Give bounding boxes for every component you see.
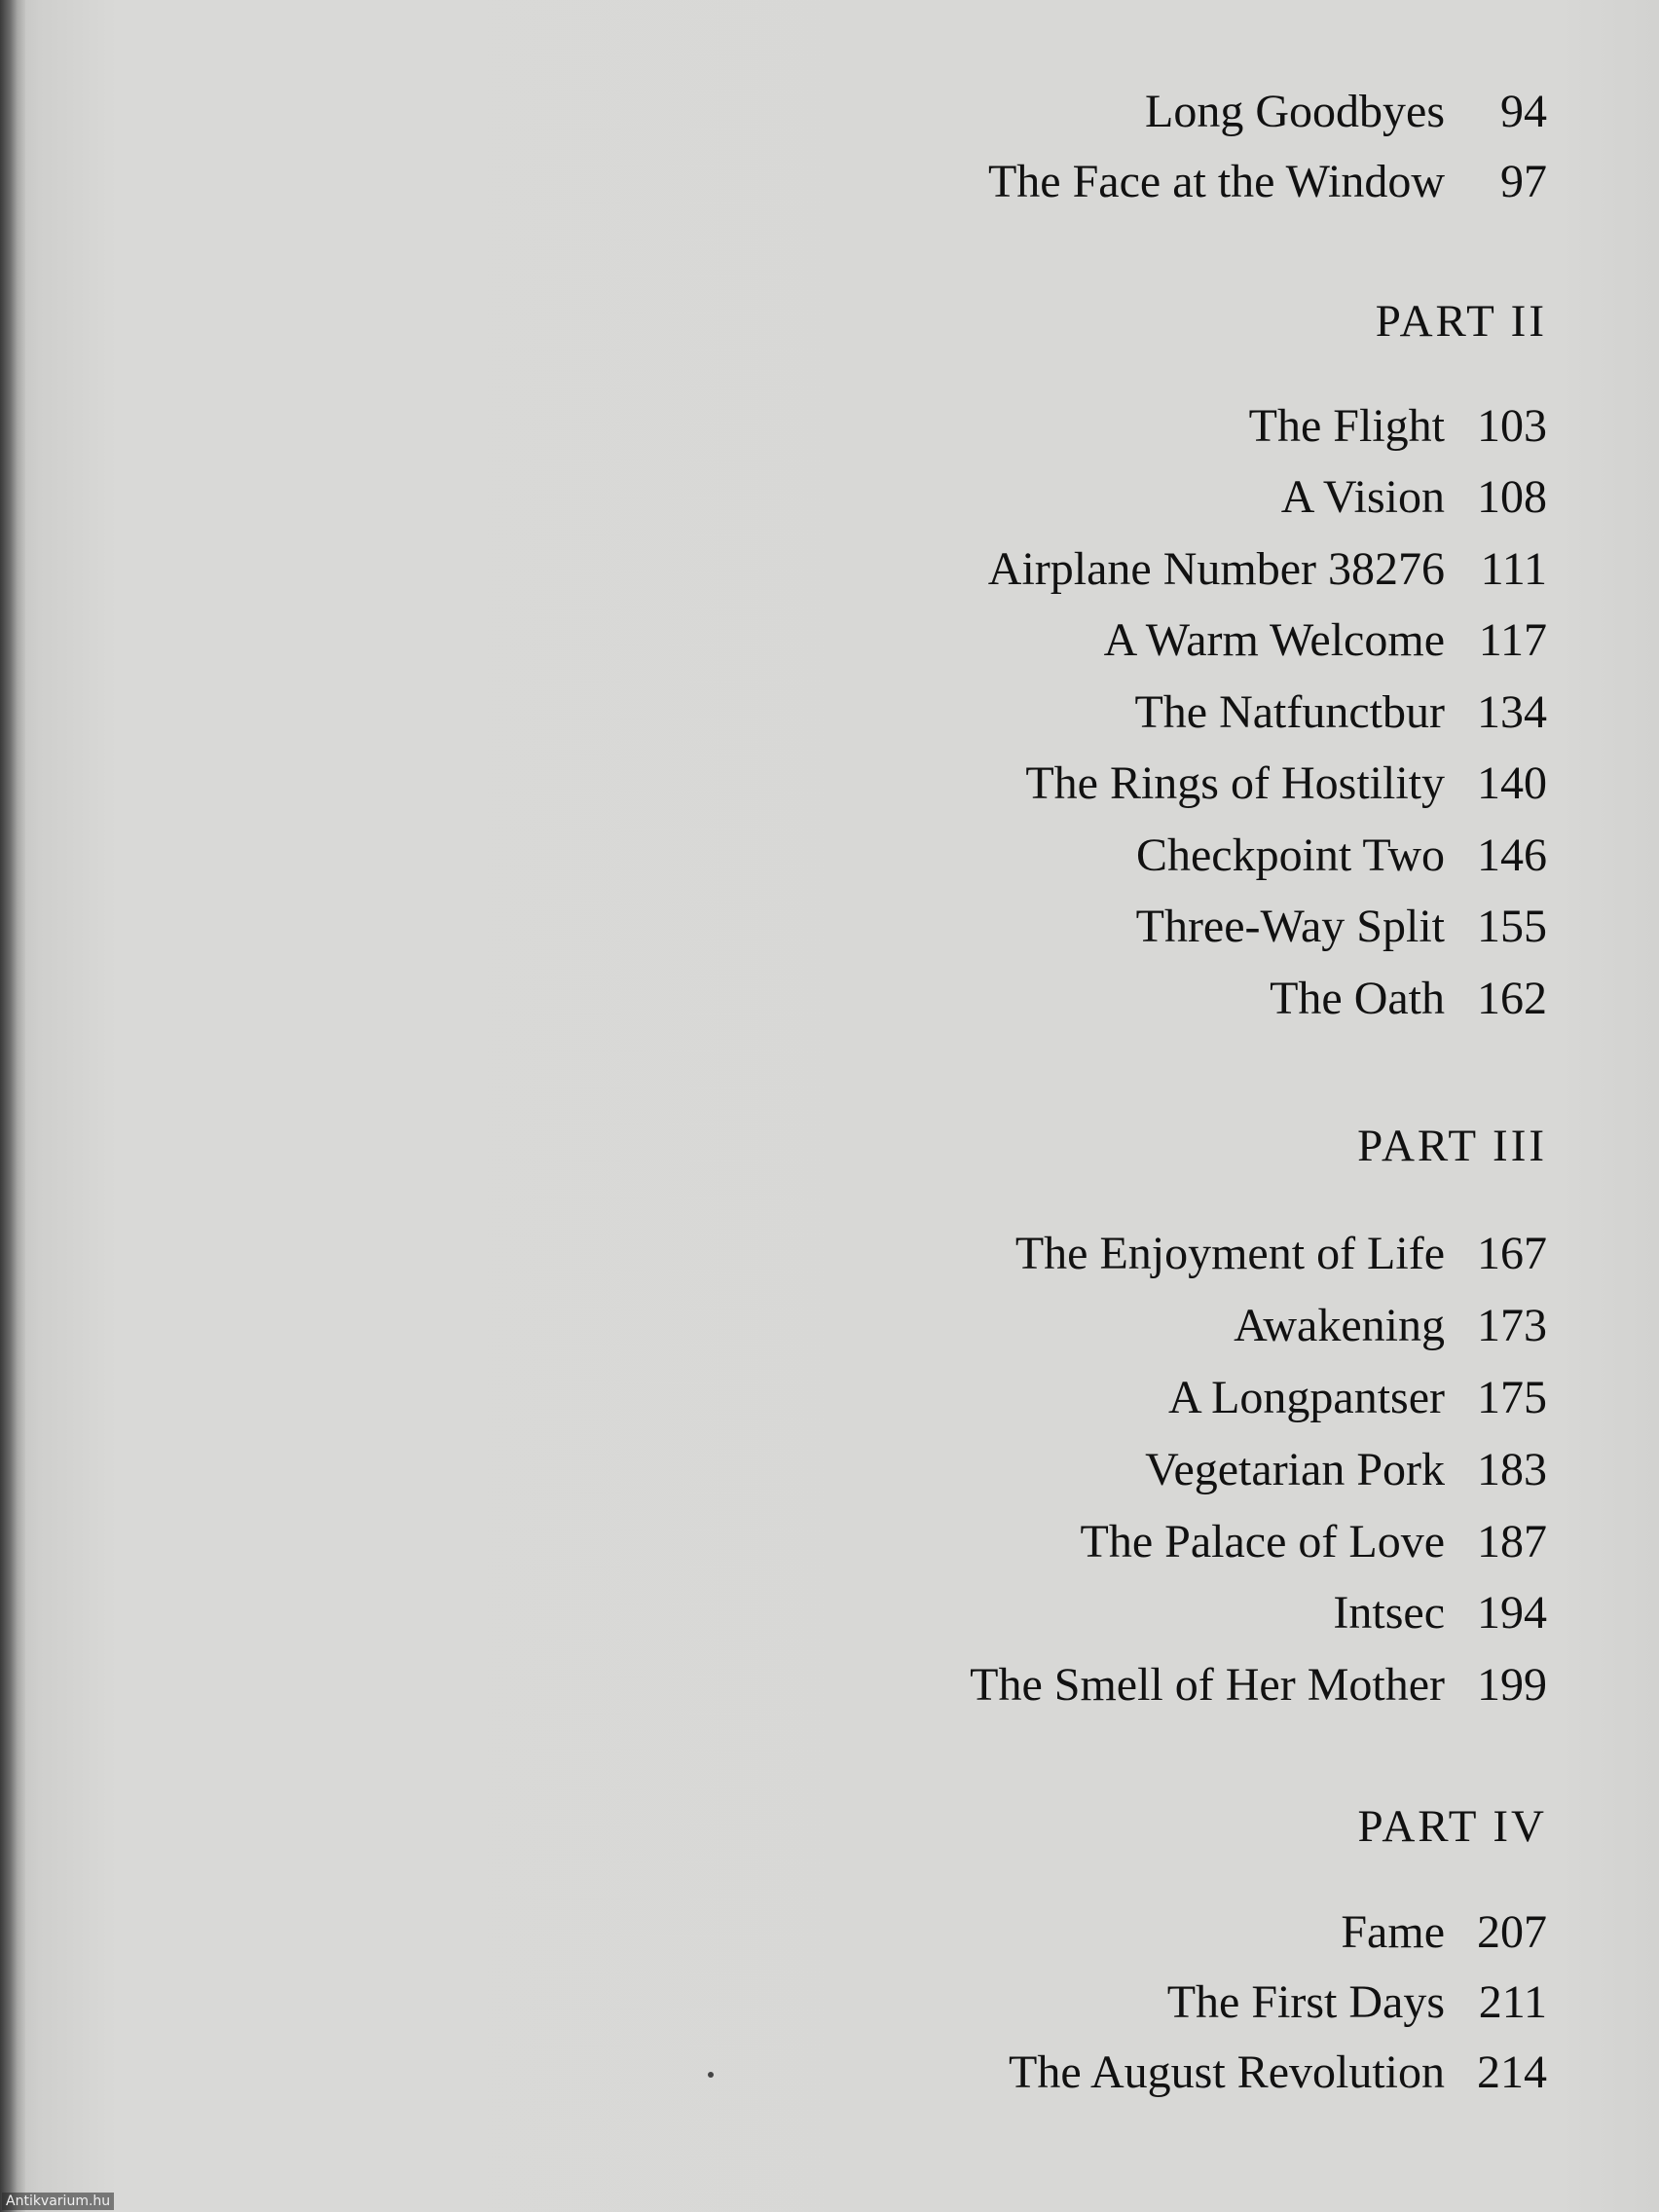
- part-heading: PART III: [1357, 1121, 1547, 1171]
- paper-speck: [708, 2072, 714, 2078]
- toc-entry: [1168, 1369, 1547, 1427]
- toc-entry-title: A Vision: [1280, 471, 1445, 523]
- toc-entry-title: Fame: [1341, 1906, 1445, 1958]
- toc-entry-title: Three-Way Split: [1135, 901, 1445, 952]
- toc-entry: [1270, 970, 1547, 1028]
- toc-entry-page: 155: [1477, 901, 1547, 952]
- toc-entry-page: 134: [1477, 686, 1547, 738]
- toc-entry: [1145, 83, 1547, 141]
- toc-entry: [1104, 611, 1547, 670]
- toc-entry: [1167, 1973, 1547, 2032]
- toc-entry: [1134, 683, 1547, 742]
- toc-entry-page: 111: [1480, 543, 1547, 595]
- toc-entry-page: 117: [1478, 614, 1547, 666]
- toc-entry-page: 167: [1477, 1228, 1547, 1279]
- part-heading: PART II: [1375, 296, 1547, 347]
- toc-entry: [1009, 2044, 1547, 2102]
- toc-entry-page: 183: [1477, 1444, 1547, 1495]
- toc-entry-page: 214: [1477, 2046, 1547, 2098]
- toc-entry-title: Checkpoint Two: [1135, 830, 1445, 881]
- toc-entry-title: The Smell of Her Mother: [970, 1659, 1445, 1711]
- toc-entry: [1341, 1903, 1547, 1962]
- toc-entry-title: The Oath: [1270, 973, 1445, 1024]
- toc-entry-title: The Palace of Love: [1080, 1516, 1445, 1567]
- toc-entry: [1081, 1513, 1547, 1571]
- toc-entry-page: 175: [1477, 1372, 1547, 1423]
- toc-entry: [1249, 397, 1547, 456]
- binding-edge: [0, 0, 25, 2212]
- toc-entry: [1234, 1297, 1547, 1355]
- toc-entry: [988, 540, 1547, 599]
- toc-entry-page: 194: [1477, 1587, 1547, 1639]
- toc-entry: [1015, 1225, 1547, 1283]
- toc-entry-page: 207: [1477, 1906, 1547, 1958]
- toc-entry-page: 173: [1477, 1300, 1547, 1351]
- toc-entry: [1145, 1441, 1547, 1499]
- toc-entry-title: The Natfunctbur: [1134, 686, 1445, 738]
- toc-entry-title: Long Goodbyes: [1145, 86, 1445, 137]
- toc-entry: [970, 1656, 1547, 1714]
- toc-entry: [1333, 1584, 1547, 1642]
- toc-entry-title: A Longpantser: [1168, 1372, 1445, 1423]
- toc-entry-page: 162: [1477, 973, 1547, 1024]
- toc-entry: [988, 153, 1547, 211]
- toc-entry: [1136, 827, 1547, 885]
- toc-entry: [1281, 468, 1547, 527]
- toc-entry-page: 199: [1477, 1659, 1547, 1711]
- toc-entry-title: The Enjoyment of Life: [1014, 1228, 1445, 1279]
- toc-entry-page: 94: [1500, 86, 1547, 137]
- toc-entry-title: The August Revolution: [1009, 2046, 1445, 2098]
- watermark: Antikvarium.hu: [2, 2193, 114, 2210]
- toc-entry-page: 187: [1477, 1516, 1547, 1567]
- toc-entry-page: 108: [1477, 471, 1547, 523]
- part-heading: PART IV: [1357, 1801, 1547, 1852]
- toc-entry-title: The Rings of Hostility: [1025, 757, 1445, 809]
- toc-entry-title: Awakening: [1234, 1300, 1445, 1351]
- toc-entry-page: 146: [1477, 830, 1547, 881]
- toc-entry-title: A Warm Welcome: [1103, 614, 1445, 666]
- toc-entry-title: Airplane Number 38276: [987, 543, 1445, 595]
- toc-entry-page: 140: [1477, 757, 1547, 809]
- toc-entry-page: 103: [1477, 400, 1547, 452]
- toc-entry-title: Vegetarian Pork: [1145, 1444, 1445, 1495]
- toc-entry: [1136, 898, 1547, 956]
- toc-entry-title: Intsec: [1333, 1587, 1445, 1639]
- toc-entry: [1025, 755, 1547, 813]
- toc-entry-title: The Face at the Window: [987, 156, 1445, 207]
- toc-entry-title: The Flight: [1248, 400, 1445, 452]
- toc-entry-page: 97: [1500, 156, 1547, 207]
- toc-entry-title: The First Days: [1166, 1976, 1445, 2028]
- toc-entry-page: 211: [1478, 1976, 1547, 2028]
